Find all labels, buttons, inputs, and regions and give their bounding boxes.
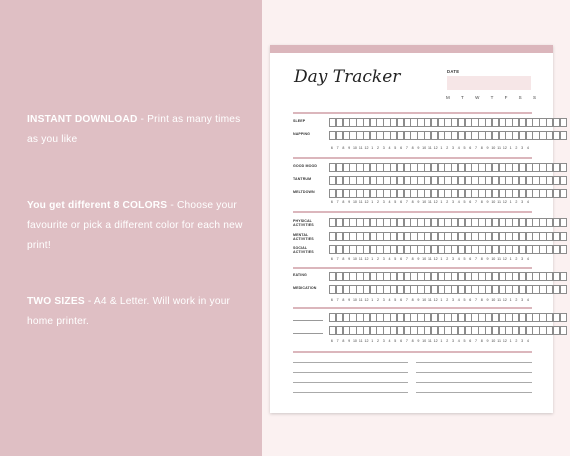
hour-label: 3 [521, 257, 524, 261]
hour-label: 1 [371, 257, 374, 261]
hour-label: 11 [497, 146, 501, 150]
weekday-5[interactable]: S [518, 95, 522, 100]
tracker-cell[interactable] [560, 313, 567, 322]
tracker-cell-row [329, 163, 566, 172]
row-label: MEDICATION [293, 285, 317, 290]
tracker-cell[interactable] [560, 272, 567, 281]
hour-label: 4 [388, 146, 391, 150]
hour-label: 11 [428, 339, 432, 343]
hour-label: 4 [388, 339, 391, 343]
tracker-cell[interactable] [560, 131, 567, 140]
hour-label: 5 [463, 257, 466, 261]
sheet-top-bar [270, 45, 553, 53]
promo-2-text: - Choose your favourite or pick a different color for each new print! [27, 200, 243, 251]
promo-colors [27, 196, 252, 256]
weekday-1[interactable]: T [461, 95, 464, 100]
hour-label: 2 [446, 298, 449, 302]
hour-label: 10 [491, 298, 496, 302]
hour-label: 4 [388, 298, 391, 302]
hour-label: 6 [469, 339, 472, 343]
hour-label: 5 [463, 339, 466, 343]
hour-label: 7 [336, 339, 339, 343]
promo-3-text: - A4 & Letter. Will work in your home printer. [27, 296, 231, 327]
hour-label: 6 [400, 200, 403, 204]
tracker-cell-row [329, 326, 566, 335]
tracker-cell[interactable] [560, 176, 567, 185]
tracker-cell[interactable] [560, 326, 567, 335]
hour-label: 8 [480, 146, 483, 150]
hour-label: 11 [497, 339, 501, 343]
hour-label: 12 [433, 200, 438, 204]
hour-label: 3 [451, 339, 454, 343]
hour-label: 4 [526, 298, 529, 302]
hour-label: 1 [371, 339, 374, 343]
hour-label: 12 [364, 339, 369, 343]
hour-label: 2 [446, 339, 449, 343]
tracker-cell-row [329, 285, 566, 294]
hour-label: 2 [377, 200, 379, 204]
hour-label: 6 [469, 257, 472, 261]
tracker-cell-row [329, 189, 566, 198]
tracker-sheet-preview [270, 45, 553, 413]
section-divider-1 [293, 157, 532, 159]
hour-label: 9 [348, 200, 351, 204]
hour-label: 5 [463, 200, 466, 204]
hour-label: 4 [526, 146, 529, 150]
hour-label: 12 [433, 339, 438, 343]
hour-label: 10 [422, 339, 427, 343]
section-divider-4 [293, 307, 532, 309]
hour-label: 3 [382, 339, 385, 343]
hour-label: 8 [480, 339, 483, 343]
hour-labels [329, 298, 531, 302]
hour-label: 12 [502, 298, 507, 302]
hour-label: 11 [428, 200, 432, 204]
hour-label: 9 [348, 146, 351, 150]
hour-label: 1 [440, 146, 443, 150]
hour-label: 9 [417, 200, 420, 204]
promo-2-bold: You get different 8 COLORS [27, 200, 168, 211]
hour-label: 3 [521, 146, 524, 150]
tracker-cell-row [329, 313, 566, 322]
section-divider-3 [293, 267, 532, 269]
hour-label: 7 [405, 257, 408, 261]
hour-label: 3 [521, 298, 524, 302]
hour-label: 11 [358, 257, 363, 261]
notes-line-right-0[interactable] [416, 362, 532, 363]
hour-label: 11 [497, 298, 501, 302]
promo-sizes [27, 292, 252, 332]
hour-labels [329, 339, 531, 343]
row-label: SOCIAL ACTIVITIES [293, 245, 314, 254]
hour-label: 3 [521, 200, 524, 204]
hour-label: 12 [502, 257, 507, 261]
hour-label: 2 [377, 298, 379, 302]
promo-3-bold: TWO SIZES [27, 296, 85, 307]
hour-label: 1 [440, 200, 443, 204]
row-label: PHYSICAL ACTIVITIES [293, 218, 314, 227]
hour-label: 4 [457, 200, 460, 204]
tracker-cell[interactable] [560, 218, 567, 227]
hour-label: 8 [411, 339, 414, 343]
hour-label: 10 [352, 200, 357, 204]
tracker-cell-row [329, 272, 566, 281]
hour-label: 7 [405, 339, 408, 343]
date-field [447, 76, 531, 90]
tracker-cell-row [329, 176, 566, 185]
hour-label: 3 [382, 298, 385, 302]
hour-label: 7 [336, 298, 339, 302]
hour-label: 10 [422, 146, 427, 150]
hour-label: 9 [486, 257, 489, 261]
hour-label: 7 [405, 298, 408, 302]
tracker-cell[interactable] [560, 189, 567, 198]
weekday-3[interactable]: T [490, 95, 494, 100]
hour-label: 6 [469, 146, 472, 150]
hour-label: 2 [377, 146, 379, 150]
weekday-4[interactable]: F [504, 95, 508, 100]
hour-label: 11 [428, 257, 432, 261]
row-label: SLEEP [293, 118, 306, 123]
hour-label: 2 [515, 298, 518, 302]
hour-label: 3 [451, 146, 454, 150]
hour-label: 1 [440, 339, 443, 343]
notes-line-left-0[interactable] [293, 362, 408, 363]
hour-label: 1 [371, 298, 374, 302]
hour-label: 4 [457, 146, 460, 150]
hour-label: 6 [400, 339, 403, 343]
hour-label: 9 [417, 146, 420, 150]
hour-label: 7 [475, 146, 478, 150]
hour-label: 2 [515, 339, 518, 343]
hour-label: 6 [330, 146, 333, 150]
hour-label: 10 [352, 146, 357, 150]
notes-line-left-3[interactable] [293, 392, 408, 393]
hour-label: 4 [526, 339, 529, 343]
hour-label: 8 [342, 339, 345, 343]
hour-label: 11 [358, 200, 363, 204]
tracker-cell[interactable] [560, 245, 567, 254]
hour-label: 9 [417, 298, 420, 302]
hour-label: 10 [491, 257, 496, 261]
weekday-row [446, 95, 536, 100]
hour-label: 3 [451, 200, 454, 204]
hour-labels [329, 146, 531, 150]
hour-label: 8 [342, 146, 345, 150]
hour-label: 6 [469, 200, 472, 204]
hour-label: 7 [336, 146, 339, 150]
row-label: EATING [293, 272, 307, 277]
hour-label: 6 [400, 146, 403, 150]
hour-label: 3 [451, 257, 454, 261]
hour-label: 2 [515, 200, 518, 204]
hour-label: 8 [342, 298, 345, 302]
hour-label: 8 [411, 146, 414, 150]
hour-label: 12 [502, 339, 507, 343]
hour-label: 7 [475, 257, 478, 261]
hour-label: 4 [388, 257, 391, 261]
hour-label: 9 [486, 339, 489, 343]
hour-label: 8 [342, 257, 345, 261]
hour-label: 7 [475, 339, 478, 343]
hour-label: 9 [348, 298, 351, 302]
hour-label: 8 [480, 257, 483, 261]
hour-label: 9 [486, 146, 489, 150]
hour-label: 11 [358, 339, 363, 343]
tracker-cell[interactable] [560, 232, 567, 241]
hour-label: 1 [509, 298, 512, 302]
hour-label: 1 [509, 200, 512, 204]
hour-label: 4 [526, 257, 529, 261]
hour-label: 12 [364, 146, 369, 150]
hour-label: 5 [394, 257, 397, 261]
row-label-blank[interactable] [293, 333, 323, 334]
hour-label: 12 [364, 200, 369, 204]
hour-label: 1 [371, 200, 374, 204]
hour-label: 11 [428, 146, 432, 150]
hour-label: 10 [352, 339, 357, 343]
hour-labels [329, 257, 531, 261]
hour-label: 9 [417, 339, 420, 343]
hour-label: 10 [491, 339, 496, 343]
hour-label: 11 [358, 298, 363, 302]
section-divider-2 [293, 211, 532, 213]
hour-label: 2 [515, 257, 518, 261]
notes-line-right-3[interactable] [416, 392, 532, 393]
hour-label: 5 [394, 200, 397, 204]
hour-label: 1 [440, 257, 443, 261]
hour-label: 9 [348, 257, 351, 261]
hour-label: 7 [475, 200, 478, 204]
row-label-blank[interactable] [293, 320, 323, 321]
hour-label: 2 [377, 257, 379, 261]
hour-label: 1 [440, 298, 443, 302]
hour-label: 9 [486, 298, 489, 302]
row-label: GOOD MOOD [293, 163, 318, 168]
tracker-cell[interactable] [560, 118, 567, 127]
hour-label: 4 [457, 257, 460, 261]
row-label: MENTAL ACTIVITIES [293, 232, 314, 241]
hour-label: 2 [446, 200, 449, 204]
hour-label: 10 [491, 200, 496, 204]
hour-labels [329, 200, 531, 204]
hour-label: 8 [411, 200, 414, 204]
hour-label: 6 [330, 298, 333, 302]
promo-instant-download [27, 110, 252, 150]
tracker-cell[interactable] [560, 285, 567, 294]
hour-label: 7 [405, 146, 408, 150]
hour-label: 6 [469, 298, 472, 302]
tracker-cell-row [329, 245, 566, 254]
hour-label: 8 [342, 200, 345, 204]
hour-label: 2 [377, 339, 379, 343]
tracker-cell-row [329, 131, 566, 140]
hour-label: 10 [422, 257, 427, 261]
hour-label: 7 [336, 200, 339, 204]
hour-label: 10 [422, 298, 427, 302]
section-divider-0 [293, 112, 532, 114]
hour-label: 11 [428, 298, 432, 302]
notes-line-right-1[interactable] [416, 372, 532, 373]
hour-label: 5 [463, 298, 466, 302]
tracker-cell[interactable] [560, 163, 567, 172]
row-label: TANTRUM [293, 176, 312, 181]
hour-label: 6 [330, 339, 333, 343]
hour-label: 7 [475, 298, 478, 302]
hour-label: 12 [364, 298, 369, 302]
hour-label: 3 [382, 200, 385, 204]
hour-label: 11 [358, 146, 363, 150]
hour-label: 4 [457, 339, 460, 343]
tracker-cell-row [329, 118, 566, 127]
notes-divider [293, 351, 532, 353]
hour-label: 3 [382, 257, 385, 261]
hour-label: 12 [364, 257, 369, 261]
hour-label: 3 [382, 146, 385, 150]
hour-label: 6 [330, 257, 333, 261]
hour-label: 6 [400, 298, 403, 302]
row-label: NAPPING [293, 131, 311, 136]
notes-line-right-2[interactable] [416, 382, 532, 383]
tracker-cell-row [329, 218, 566, 227]
hour-label: 4 [388, 200, 391, 204]
hour-label: 6 [400, 257, 403, 261]
hour-label: 12 [433, 146, 438, 150]
hour-label: 5 [463, 146, 466, 150]
hour-label: 2 [515, 146, 518, 150]
hour-label: 5 [394, 339, 397, 343]
hour-label: 9 [348, 339, 351, 343]
hour-label: 10 [352, 257, 357, 261]
hour-label: 4 [457, 298, 460, 302]
hour-label: 6 [330, 200, 333, 204]
hour-label: 12 [433, 298, 438, 302]
hour-label: 4 [526, 200, 529, 204]
hour-label: 1 [509, 146, 512, 150]
hour-label: 8 [480, 200, 483, 204]
promo-1-text: - Print as many times as you like [27, 114, 241, 145]
notes-line-left-2[interactable] [293, 382, 408, 383]
hour-label: 2 [446, 257, 449, 261]
hour-label: 9 [417, 257, 420, 261]
hour-label: 1 [509, 339, 512, 343]
hour-label: 8 [411, 257, 414, 261]
hour-label: 2 [446, 146, 449, 150]
hour-label: 8 [480, 298, 483, 302]
hour-label: 10 [352, 298, 357, 302]
hour-label: 12 [433, 257, 438, 261]
hour-label: 7 [405, 200, 408, 204]
left-promo-panel [0, 0, 262, 456]
hour-label: 12 [502, 200, 507, 204]
hour-label: 11 [497, 200, 501, 204]
weekday-2[interactable]: W [475, 95, 480, 100]
notes-line-left-1[interactable] [293, 372, 408, 373]
hour-label: 1 [509, 257, 512, 261]
hour-label: 7 [336, 257, 339, 261]
hour-label: 12 [502, 146, 507, 150]
row-label: MELTDOWN [293, 189, 315, 194]
hour-label: 3 [521, 339, 524, 343]
promo-1-bold: INSTANT DOWNLOAD [27, 114, 138, 125]
sheet-title: Day Tracker [294, 67, 401, 87]
hour-label: 8 [411, 298, 414, 302]
date-label: DATE [447, 69, 460, 74]
weekday-0[interactable]: M [446, 95, 450, 100]
hour-label: 9 [486, 200, 489, 204]
hour-label: 5 [394, 298, 397, 302]
hour-label: 11 [497, 257, 501, 261]
hour-label: 5 [394, 146, 397, 150]
hour-label: 10 [491, 146, 496, 150]
weekday-6[interactable]: S [532, 95, 536, 100]
hour-label: 3 [451, 298, 454, 302]
hour-label: 1 [371, 146, 374, 150]
tracker-cell-row [329, 232, 566, 241]
hour-label: 10 [422, 200, 427, 204]
